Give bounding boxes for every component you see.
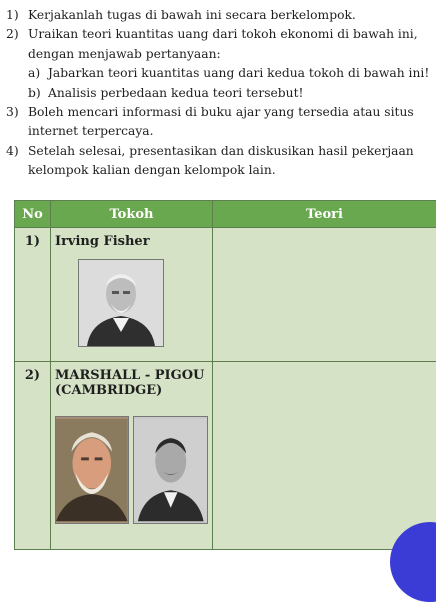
portrait-pair — [55, 416, 208, 524]
teori-cell[interactable] — [213, 362, 436, 550]
subitem-number: b) — [28, 84, 41, 103]
instruction-text: Setelah selesai, presentasikan dan diskusikan hasil pekerjaan kelompok kalian dengan kelompok lain. — [28, 144, 414, 177]
instruction-subitem — [0, 84, 436, 103]
instruction-list — [0, 6, 436, 181]
row-number: 2) — [15, 362, 51, 550]
instruction-number: 1) — [6, 6, 19, 25]
teori-cell[interactable] — [213, 228, 436, 362]
instruction-item — [0, 103, 436, 142]
tokoh-cell — [51, 228, 213, 362]
instruction-item — [0, 6, 436, 25]
tokoh-name: Irving Fisher — [55, 234, 208, 249]
instruction-item — [0, 25, 436, 64]
row-number: 1) — [15, 228, 51, 362]
subitem-number: a) — [28, 64, 40, 83]
instruction-text: Boleh mencari informasi di buku ajar yang tersedia atau situs internet terpercaya. — [28, 105, 414, 138]
instruction-number: 4) — [6, 142, 19, 161]
header-no: No — [15, 201, 51, 228]
subitem-text: Analisis perbedaan kedua teori tersebut! — [48, 86, 303, 100]
subitem-text: Jabarkan teori kuantitas uang dari kedua tokoh di bawah ini! — [48, 66, 429, 80]
header-tokoh: Tokoh — [51, 201, 213, 228]
tokoh-name: MARSHALL - PIGOU (CAMBRIDGE) — [55, 368, 208, 398]
instruction-number: 3) — [6, 103, 19, 122]
tokoh-cell — [51, 362, 213, 550]
header-teori: Teori — [213, 201, 436, 228]
worksheet-table — [14, 200, 436, 550]
instruction-text: Kerjakanlah tugas di bawah ini secara berkelompok. — [28, 8, 356, 22]
table-row — [15, 228, 436, 362]
instruction-text: Uraikan teori kuantitas uang dari tokoh ekonomi di bawah ini, dengan menjawab pertanyaan: — [28, 27, 418, 60]
cut-heading-fragment — [6, 0, 76, 4]
table-row — [15, 362, 436, 550]
instruction-subitem — [0, 64, 436, 83]
table-header-row — [15, 201, 436, 228]
alfred-marshall-portrait — [55, 416, 129, 524]
irving-fisher-portrait — [78, 259, 164, 347]
arthur-pigou-portrait — [133, 416, 208, 524]
instruction-item — [0, 142, 436, 181]
instruction-number: 2) — [6, 25, 19, 44]
